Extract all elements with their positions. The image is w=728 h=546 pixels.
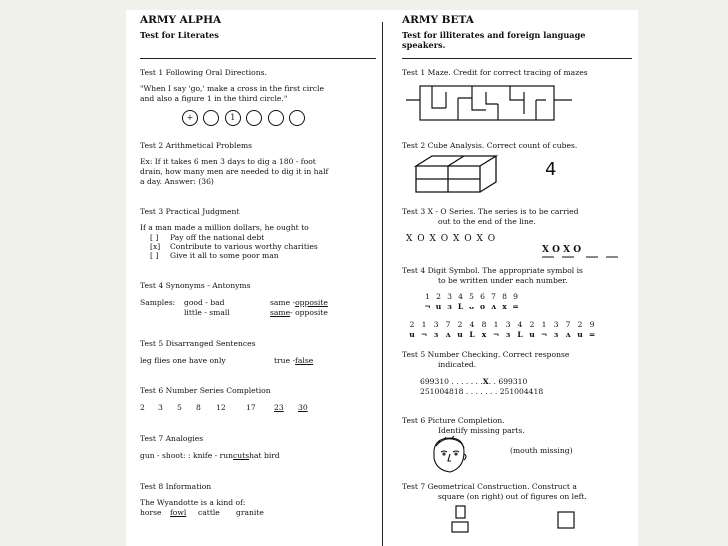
alpha-test4-samples-label: Samples: — [140, 298, 176, 307]
beta-test7-label-2: square (on right) out of figures on left. — [438, 492, 587, 501]
alpha-test6-answer-1: 23 — [274, 403, 284, 412]
beta-test2-answer: 4 — [545, 159, 557, 180]
column-divider — [382, 22, 383, 546]
beta-test5-label-1: Test 5 Number Checking. Correct response — [402, 350, 570, 359]
beta-test3-label-1: Test 3 X - O Series. The series is to be carried — [402, 207, 579, 216]
key-symbol-1: ¬ — [424, 302, 431, 311]
alpha-test4-row2-b — [270, 308, 328, 317]
key-symbol-8: x — [502, 302, 507, 311]
task-digit-row — [406, 320, 598, 329]
beta-test5-row-1 — [420, 377, 527, 386]
task-digit-14: 7 — [565, 320, 571, 329]
alpha-test6-n4: 8 — [196, 403, 201, 412]
beta-test4-label-2: to be written under each number. — [438, 276, 568, 285]
key-symbol-4: L — [457, 302, 464, 311]
alpha-test6-label: Test 6 Number Series Completion — [140, 386, 271, 395]
beta-test5-label-2: indicated. — [438, 360, 477, 369]
task-digit-3: 3 — [433, 320, 439, 329]
maze-figure — [406, 80, 576, 126]
beta-subtitle-2: speakers. — [402, 40, 446, 50]
task-symbol-6: L — [469, 330, 475, 339]
alpha-test4-row2-b2: - opposite — [290, 308, 328, 317]
beta-test4-label-1: Test 4 Digit Symbol. The appropriate symbol is — [402, 266, 583, 275]
key-digit-3: 3 — [447, 292, 452, 301]
alpha-test1-label: Test 1 Following Oral Directions. — [140, 68, 267, 77]
task-symbol-3: ɜ — [433, 330, 439, 339]
circle-3: 1 — [225, 110, 241, 126]
task-symbol-10: L — [517, 330, 523, 339]
alpha-test3-option-1: Pay off the national debt — [170, 233, 265, 242]
circle-2 — [203, 110, 219, 126]
circle-1: + — [182, 110, 198, 126]
task-digit-8: 1 — [493, 320, 499, 329]
alpha-test7-answer: cuts — [233, 451, 250, 460]
task-digit-9: 3 — [505, 320, 511, 329]
test-sheet — [126, 10, 638, 546]
task-symbol-16: = — [588, 330, 596, 339]
alpha-test6-n1: 2 — [140, 403, 145, 412]
alpha-test6-n2: 3 — [158, 403, 163, 412]
task-symbol-4: ʌ — [445, 330, 451, 339]
beta-test2-label: Test 2 Cube Analysis. Correct count of cubes. — [402, 141, 578, 150]
symbol-key-row — [422, 302, 521, 311]
beta-test6-label-2: Identify missing parts. — [438, 426, 525, 435]
task-digit-5: 2 — [457, 320, 463, 329]
task-symbol-2: ¬ — [420, 330, 428, 339]
beta-test3-label-2: out to the end of the line. — [438, 217, 536, 226]
task-symbol-8: ¬ — [492, 330, 500, 339]
task-symbol-row — [406, 330, 598, 339]
task-symbol-13: ɜ — [553, 330, 559, 339]
beta-test1-label: Test 1 Maze. Credit for correct tracing of mazes — [402, 68, 588, 77]
task-symbol-11: u — [529, 330, 535, 339]
alpha-test6-n3: 5 — [177, 403, 182, 412]
key-digit-2: 2 — [436, 292, 441, 301]
task-symbol-12: ¬ — [540, 330, 548, 339]
alpha-test3-option-3: Give it all to some poor man — [170, 251, 279, 260]
beta-test6-note: (mouth missing) — [510, 446, 573, 455]
geometry-figures — [452, 504, 582, 536]
alpha-test1-line1: "When I say 'go,' make a cross in the first circle — [140, 84, 324, 93]
task-digit-13: 3 — [553, 320, 559, 329]
alpha-test5-answer-1: true - — [274, 356, 296, 365]
key-symbol-6: o — [479, 302, 486, 311]
key-symbol-3: ɜ — [447, 302, 452, 311]
alpha-test6-answer-2: 30 — [298, 403, 308, 412]
task-digit-16: 9 — [589, 320, 595, 329]
task-symbol-1: u — [409, 330, 415, 339]
alpha-test7-part-1: gun - shoot: : knife - run — [140, 451, 233, 460]
alpha-test3-line1: If a man made a million dollars, he ought to — [140, 223, 309, 232]
beta-test3-series: X O X O X O X O — [406, 234, 497, 244]
key-digit-6: 6 — [480, 292, 485, 301]
alpha-test5-label: Test 5 Disarranged Sentences — [140, 339, 256, 348]
alpha-test4-row1-b2: opposite — [295, 298, 328, 307]
beta-test7-label-1: Test 7 Geometrical Construction. Construct a — [402, 482, 577, 491]
alpha-test5-sentence: leg flies one have only — [140, 356, 226, 365]
alpha-test5-answer-2: false — [295, 356, 314, 365]
alpha-test4-row1-b1: same - — [270, 298, 296, 307]
beta-test3-answer: X O X O — [542, 245, 582, 255]
alpha-test3-mark-2: [x] — [150, 242, 161, 251]
alpha-test4-row1-b — [270, 298, 328, 307]
task-digit-15: 2 — [577, 320, 583, 329]
alpha-test1-circles — [182, 110, 308, 126]
alpha-test1-line2: and also a figure 1 in the third circle." — [140, 94, 288, 103]
alpha-test3-mark-3: [ ] — [150, 251, 159, 260]
alpha-title: ARMY ALPHA — [140, 14, 222, 26]
alpha-test8-opt-4: granite — [236, 508, 264, 517]
task-digit-7: 8 — [481, 320, 487, 329]
alpha-header-rule — [140, 58, 376, 59]
task-symbol-14: ʌ — [565, 330, 571, 339]
alpha-test6-n5: 12 — [216, 403, 226, 412]
task-digit-12: 1 — [541, 320, 547, 329]
beta-test5-row1-left: 699310 . . . . . . . — [420, 377, 483, 386]
key-digit-4: 4 — [458, 292, 463, 301]
alpha-subtitle: Test for Literates — [140, 30, 219, 40]
key-digit-8: 8 — [502, 292, 507, 301]
task-symbol-15: u — [577, 330, 583, 339]
cube-figure — [410, 152, 540, 196]
task-digit-2: 1 — [421, 320, 427, 329]
beta-test5-row-2: 251004818 . . . . . . . 251004418 — [420, 387, 544, 396]
alpha-test4-row2-b1: same — [270, 308, 291, 317]
beta-test3-answer-underline — [542, 256, 622, 258]
task-digit-4: 7 — [445, 320, 451, 329]
task-digit-1: 2 — [409, 320, 415, 329]
task-digit-11: 2 — [529, 320, 535, 329]
alpha-test4-row1-a: good - bad — [184, 298, 225, 307]
key-symbol-7: ʌ — [491, 302, 496, 311]
key-symbol-2: u — [435, 302, 442, 311]
task-symbol-5: u — [457, 330, 463, 339]
alpha-test2-line1: Ex: If it takes 6 men 3 days to dig a 180 - foot — [140, 157, 316, 166]
alpha-test4-row2-a: little - small — [184, 308, 230, 317]
alpha-test8-opt-2: fowl — [170, 508, 187, 517]
key-digit-1: 1 — [425, 292, 430, 301]
key-symbol-5: ᴗ — [468, 302, 475, 311]
key-digit-5: 5 — [469, 292, 474, 301]
alpha-test7-part-2: hat bird — [249, 451, 280, 460]
alpha-test7-line — [140, 451, 280, 460]
alpha-test2-label: Test 2 Arithmetical Problems — [140, 141, 253, 150]
beta-test6-label-1: Test 6 Picture Completion. — [402, 416, 505, 425]
task-symbol-9: ɜ — [505, 330, 511, 339]
beta-subtitle-1: Test for illiterates and foreign language — [402, 30, 586, 40]
key-digit-7: 7 — [491, 292, 496, 301]
task-symbol-7: x — [481, 330, 487, 339]
alpha-test4-label: Test 4 Synonyms - Antonyms — [140, 281, 251, 290]
task-digit-10: 4 — [517, 320, 523, 329]
alpha-test7-label: Test 7 Analogies — [140, 434, 204, 443]
circle-4 — [246, 110, 262, 126]
face-figure — [426, 434, 472, 476]
key-symbol-9: = — [512, 302, 519, 311]
alpha-test3-label: Test 3 Practical Judgment — [140, 207, 240, 216]
alpha-test3-mark-1: [ ] — [150, 233, 159, 242]
alpha-test8-label: Test 8 Information — [140, 482, 212, 491]
alpha-test5-answer — [274, 356, 313, 365]
circle-6 — [289, 110, 305, 126]
alpha-test8-line1: The Wyandotte is a kind of: — [140, 498, 246, 507]
alpha-test8-opt-1: horse — [140, 508, 162, 517]
alpha-test3-option-2: Contribute to various worthy charities — [170, 242, 318, 251]
alpha-test2-line3: a day. Answer: (36) — [140, 177, 214, 186]
beta-test5-row1-right: . . 699310 — [488, 377, 528, 386]
digit-key-row — [422, 292, 521, 301]
key-digit-9: 9 — [513, 292, 518, 301]
beta-header-rule — [402, 58, 632, 59]
alpha-test8-opt-3: cattle — [198, 508, 220, 517]
circle-5 — [268, 110, 284, 126]
alpha-test6-n6: 17 — [246, 403, 256, 412]
alpha-test2-line2: drain, how many men are needed to dig it in half — [140, 167, 329, 176]
beta-title: ARMY BETA — [402, 14, 474, 26]
beta-test5-row1-mark: X — [482, 377, 489, 386]
task-digit-6: 4 — [469, 320, 475, 329]
